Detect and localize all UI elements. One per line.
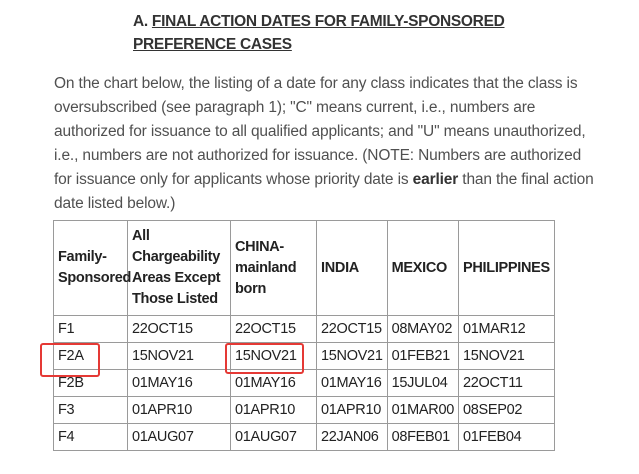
cell-category: F2B bbox=[54, 370, 128, 397]
cell-date: 01APR10 bbox=[231, 397, 317, 424]
table-row bbox=[54, 424, 555, 451]
cell-category: F2A bbox=[54, 343, 128, 370]
intro-text-end: than the final action date listed below.) bbox=[54, 171, 594, 212]
table-header-row bbox=[54, 221, 555, 316]
table-row bbox=[54, 316, 555, 343]
cell-date: 22OCT15 bbox=[231, 316, 317, 343]
cell-date: 15NOV21 bbox=[317, 343, 388, 370]
header-china-label: CHINA-mainland born bbox=[235, 238, 297, 297]
cell-category: F1 bbox=[54, 316, 128, 343]
cell-date: 01FEB04 bbox=[458, 424, 554, 451]
cell-date: 22OCT11 bbox=[458, 370, 554, 397]
cell-date: 15JUL04 bbox=[387, 370, 458, 397]
cell-date: 01FEB21 bbox=[387, 343, 458, 370]
intro-text: On the chart below, the listing of a date for any class indicates that the class is oversubscribed (see paragraph 1); "C" means current, i.e., numbers are authorized for issuance to all qualified applicants; and "U" means unauthorized, i.e., numbers are not authorized for issuance. (NOTE: Numbers are authorized for issuance only for applicants whose priority date is bbox=[54, 75, 586, 188]
intro-bold-word: earlier bbox=[412, 171, 459, 188]
section-heading bbox=[133, 10, 563, 56]
cell-date: 08FEB01 bbox=[387, 424, 458, 451]
cell-date: 01AUG07 bbox=[128, 424, 231, 451]
cell-date: 01AUG07 bbox=[231, 424, 317, 451]
header-all-chargeability bbox=[128, 221, 231, 316]
cell-category: F4 bbox=[54, 424, 128, 451]
cell-date: 22JAN06 bbox=[317, 424, 388, 451]
cell-date: 01MAY16 bbox=[231, 370, 317, 397]
cell-date: 15NOV21 bbox=[231, 343, 317, 370]
cell-date: 01APR10 bbox=[317, 397, 388, 424]
final-action-dates-table bbox=[53, 220, 555, 451]
table-row bbox=[54, 370, 555, 397]
section-title: FINAL ACTION DATES FOR FAMILY-SPONSORED PREFERENCE CASES bbox=[133, 13, 505, 53]
cell-date: 08SEP02 bbox=[458, 397, 554, 424]
cell-date: 01MAR12 bbox=[458, 316, 554, 343]
cell-date: 01MAY16 bbox=[128, 370, 231, 397]
header-china bbox=[231, 221, 317, 316]
header-all-chargeability-label: All Chargeability Areas Except Those Listed bbox=[132, 228, 221, 307]
intro-paragraph bbox=[54, 72, 599, 216]
cell-date: 15NOV21 bbox=[458, 343, 554, 370]
cell-date: 15NOV21 bbox=[128, 343, 231, 370]
header-india: INDIA bbox=[317, 221, 388, 316]
header-philippines: PHILIPPINES bbox=[458, 221, 554, 316]
header-family-sponsored bbox=[54, 221, 132, 316]
cell-date: 01MAY16 bbox=[317, 370, 388, 397]
header-family-sponsored-label: Family-Sponsored bbox=[58, 249, 132, 286]
table-row bbox=[54, 397, 555, 424]
cell-date: 22OCT15 bbox=[317, 316, 388, 343]
cell-date: 01MAR00 bbox=[387, 397, 458, 424]
cell-category: F3 bbox=[54, 397, 128, 424]
cell-date: 08MAY02 bbox=[387, 316, 458, 343]
cell-date: 01APR10 bbox=[128, 397, 231, 424]
header-mexico: MEXICO bbox=[387, 221, 458, 316]
table-row bbox=[54, 343, 555, 370]
section-letter: A. bbox=[133, 13, 148, 30]
cell-date: 22OCT15 bbox=[128, 316, 231, 343]
